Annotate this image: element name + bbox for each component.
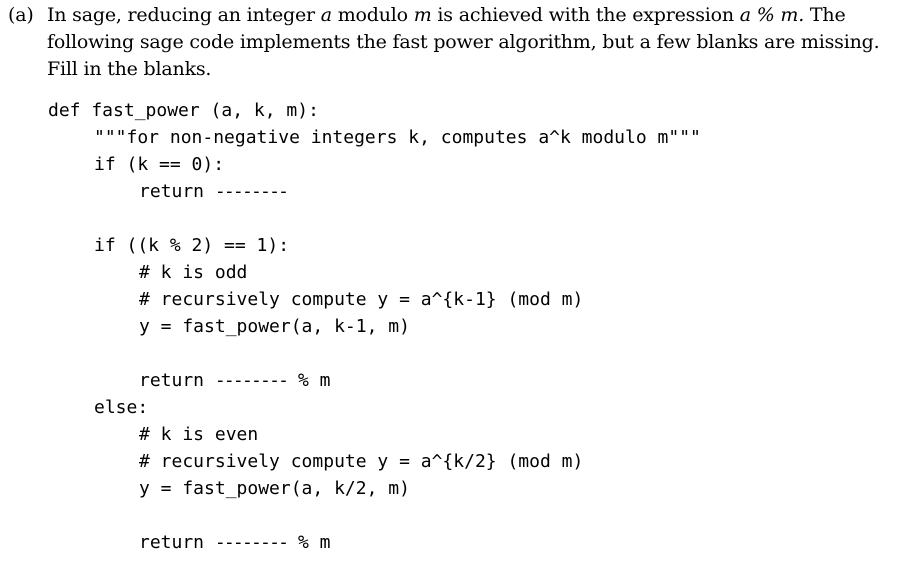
- fill-in-blank: --------: [214, 532, 288, 553]
- mod-suffix: % m: [287, 370, 331, 391]
- fill-in-blank: --------: [214, 181, 288, 202]
- problem-line-2: following sage code implements the fast power algorithm, but a few blanks are missing.: [47, 31, 880, 53]
- problem-line-1: [8, 2, 888, 29]
- return-keyword: return: [139, 181, 215, 202]
- fill-in-blank: --------: [214, 370, 288, 391]
- code-comment-odd: # k is odd: [139, 262, 248, 283]
- code-line-docstring: """for non-negative integers k, computes a^k modulo m""": [94, 127, 701, 148]
- code-comment-recursive-even: # recursively compute y = a^{k/2} (mod m): [139, 451, 584, 472]
- math-variable-a: a: [320, 4, 332, 26]
- problem-text: modulo: [331, 4, 414, 26]
- problem-label: (a): [8, 4, 34, 26]
- code-line-if-zero: if (k == 0):: [94, 154, 225, 175]
- code-comment-recursive-odd: # recursively compute y = a^{k-1} (mod m): [139, 289, 584, 310]
- code-line-return-even: [139, 529, 331, 556]
- problem-text: is achieved with the expression: [431, 4, 740, 26]
- code-line-return-odd: [139, 367, 331, 394]
- code-comment-even: # k is even: [139, 424, 259, 445]
- mod-suffix: % m: [287, 532, 331, 553]
- math-expression: a % m.: [739, 4, 805, 26]
- code-line-assign-even: y = fast_power(a, k/2, m): [139, 478, 410, 499]
- return-keyword: return: [139, 370, 215, 391]
- problem-text: The: [804, 4, 846, 26]
- code-line-assign-odd: y = fast_power(a, k-1, m): [139, 316, 410, 337]
- problem-line-3: Fill in the blanks.: [47, 58, 212, 80]
- problem-text: In sage, reducing an integer: [47, 4, 321, 26]
- code-line-def: def fast_power (a, k, m):: [48, 100, 319, 121]
- return-keyword: return: [139, 532, 215, 553]
- code-line-return-base: [139, 178, 287, 205]
- problem-statement: [8, 2, 888, 83]
- math-variable-m: m: [413, 4, 432, 26]
- code-line-else: else:: [94, 397, 149, 418]
- code-line-if-odd: if ((k % 2) == 1):: [94, 235, 290, 256]
